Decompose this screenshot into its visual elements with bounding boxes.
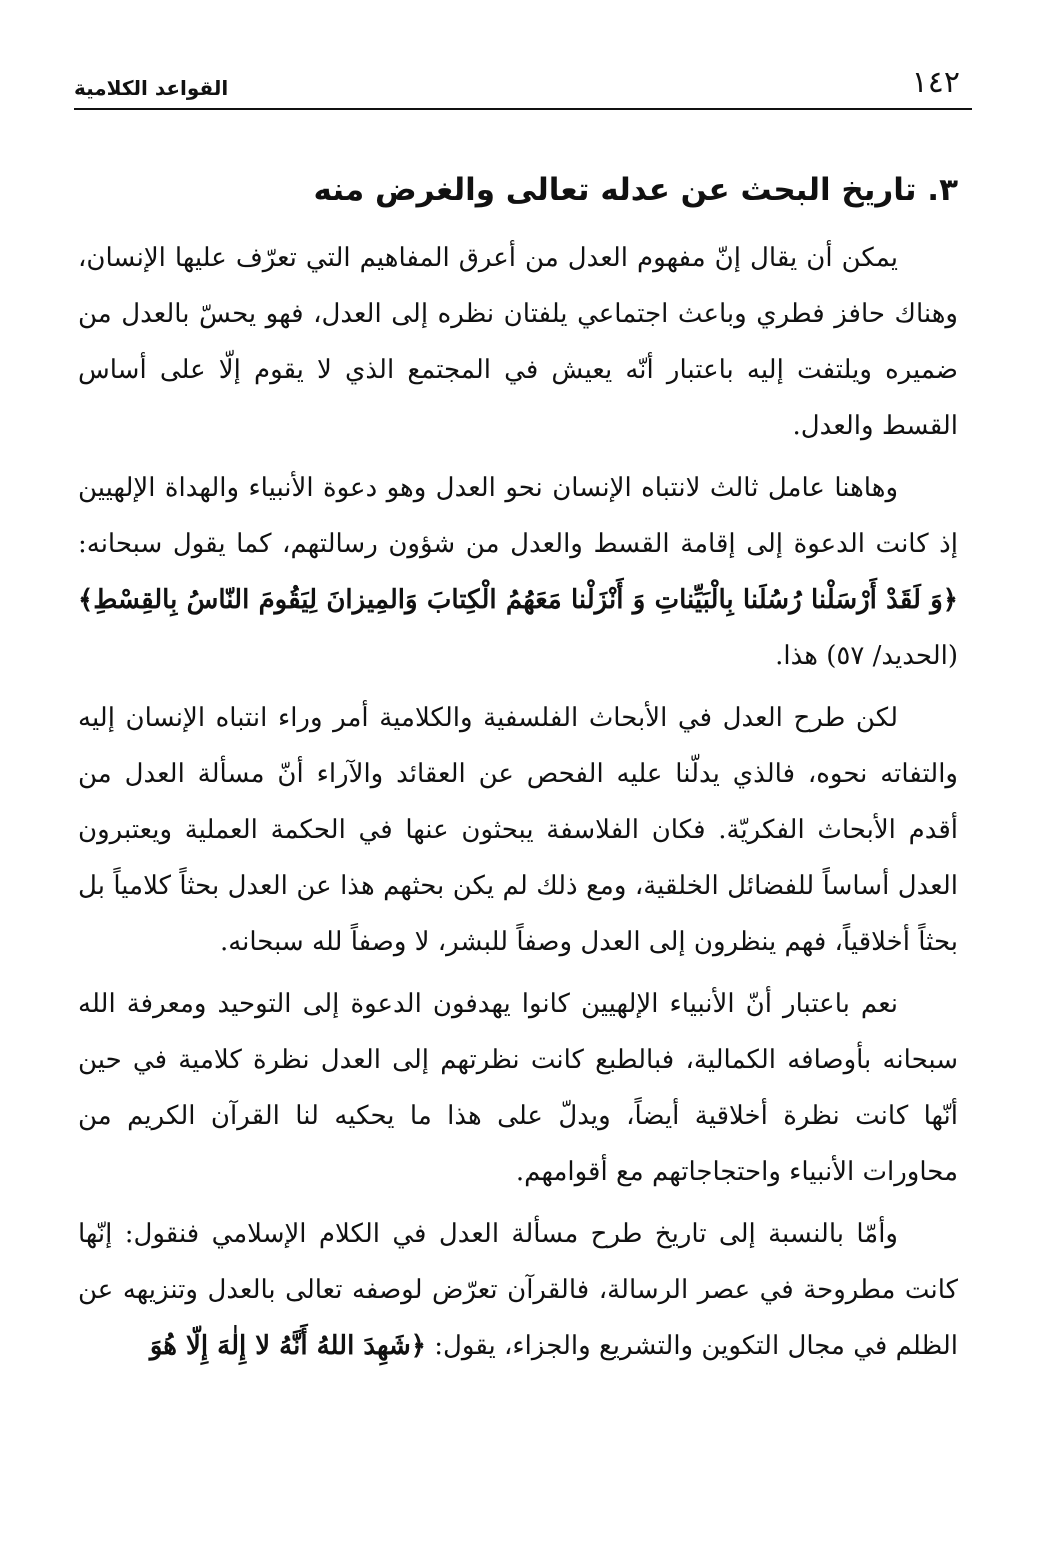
page-number: ١٤٢ xyxy=(911,65,960,100)
paragraph-3: لكن طرح العدل في الأبحاث الفلسفية والكلامية أمر وراء انتباه الإنسان إليه والتفاته نحوه، فالذي يدلّنا عليه الفحص عن العقائد والآراء أنّ مسألة العدل من أقدم الأبحاث الفكريّة. فكان الفلاسفة يبحثون عنها في الحكمة العملية ويعتبرون العدل أساساً للفضائل الخلقية، ومع ذلك لم يكن بحثهم هذا عن العدل بحثاً كلامياً بل بحثاً أخلاقياً، فهم ينظرون إلى العدل وصفاً للبشر، لا وصفاً لله سبحانه. xyxy=(78,703,958,958)
running-title: القواعد الكلامية xyxy=(74,76,229,100)
paragraph-4: نعم باعتبار أنّ الأنبياء الإلهيين كانوا يهدفون الدعوة إلى التوحيد ومعرفة الله سبحانه بأوصافه الكمالية، فبالطبع كانت نظرتهم إلى العدل نظرة كلامية في حين أنّها كانت نظرة أخلاقية أيضاً، ويدلّ على هذا ما يحكيه لنا القرآن الكريم من محاورات الأنبياء واحتجاجاتهم مع أقوامهم. xyxy=(78,989,958,1188)
paragraph-1: يمكن أن يقال إنّ مفهوم العدل من أعرق المفاهيم التي تعرّف عليها الإنسان، وهناك حافز فطري وباعث اجتماعي يلفتان نظره إلى العدل، فهو يحسّ بالعدل من ضميره ويلتفت إليه باعتبار أنّه يعيش في المجتمع الذي لا يقوم إلّا على أساس القسط والعدل. xyxy=(78,243,958,442)
paragraph-2-start: وهاهنا عامل ثالث لانتباه الإنسان نحو العدل وهو دعوة الأنبياء والهداة الإلهيين إذ كانت الدعوة إلى إقامة القسط والعدل من شؤون رسالتهم، كما يقول سبحانه: xyxy=(78,473,958,560)
quran-verse-1: ﴿وَ لَقَدْ أَرْسَلْنا رُسُلَنا بِالْبَيِّناتِ وَ أَنْزَلْنا مَعَهُمُ الْكِتابَ وَالمِيزانَ لِيَقُومَ النّاسُ بِالقِسْطِ﴾ xyxy=(78,585,958,616)
running-head xyxy=(74,60,972,110)
paragraph-5-start: وأمّا بالنسبة إلى تاريخ طرح مسألة العدل في الكلام الإسلامي فنقول: إنّها كانت مطروحة في عصر الرسالة، فالقرآن تعرّض لوصفه تعالى بالعدل وتنزيهه عن الظلم في مجال التكوين والتشريع والجزاء، يقول: xyxy=(78,1219,958,1362)
paragraph-2 xyxy=(78,460,958,684)
paragraph-5 xyxy=(78,1206,958,1374)
quran-verse-2: ﴿شَهِدَ اللهُ أَنَّهُ لا إِلٰهَ إِلّا هُوَ xyxy=(149,1331,427,1362)
section-title: ٣. تاريخ البحث عن عدله تعالى والغرض منه xyxy=(313,172,958,208)
paragraph-2-end: (الحديد/ ٥٧) هذا. xyxy=(775,641,958,672)
